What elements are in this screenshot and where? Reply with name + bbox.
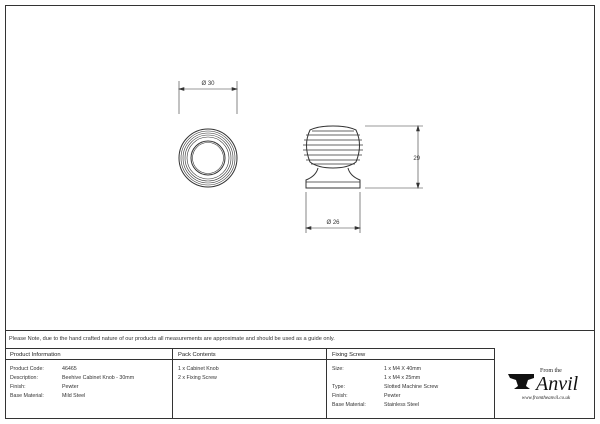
size-value-2: 1 x M4 x 25mm — [384, 375, 421, 381]
spec-table — [5, 348, 495, 419]
finish-label: Finish: — [10, 384, 26, 390]
pack-contents-column — [173, 348, 327, 419]
fixing-screw-column — [327, 348, 495, 419]
type-value: Slotted Machine Screw — [384, 384, 439, 390]
divider-line — [5, 330, 595, 331]
logo-url: www.fromtheanvil.co.uk — [521, 396, 571, 401]
screw-finish-value: Pewter — [384, 393, 401, 399]
product-info-column — [5, 348, 173, 419]
logo-brand: Anvil — [536, 373, 579, 395]
pack-item: 1 x Cabinet Knob — [178, 366, 219, 372]
anvil-logo — [500, 355, 592, 415]
anvil-icon — [508, 374, 534, 389]
dim-width-label: Ø 30 — [201, 81, 215, 87]
dimension-base-width — [306, 192, 360, 233]
logo-small-text: From the — [540, 368, 562, 374]
product-code-value: 46465 — [62, 366, 77, 372]
pack-contents-header: Pack Contents — [173, 348, 326, 360]
type-label: Type: — [332, 384, 345, 390]
finish-value: Pewter — [62, 384, 79, 390]
screw-material-label: Base Material: — [332, 402, 366, 408]
description-label: Description: — [10, 375, 38, 381]
description-value: Beehive Cabinet Knob - 30mm — [62, 375, 135, 381]
fixing-screw-header: Fixing Screw — [327, 348, 494, 360]
product-info-header: Product Information — [5, 348, 172, 360]
base-material-value: Mild Steel — [62, 393, 86, 399]
base-material-label: Base Material: — [10, 393, 44, 399]
screw-finish-label: Finish: — [332, 393, 348, 399]
pack-item: 2 x Fixing Screw — [178, 375, 217, 381]
dim-base-label: Ø 26 — [326, 220, 340, 226]
product-code-label: Product Code: — [10, 366, 44, 372]
knob-front-view — [179, 129, 237, 187]
screw-material-value: Stainless Steel — [384, 402, 420, 408]
measurement-note: Please Note, due to the hand crafted nature of our products all measurements are approximate and should be used as a guide only. — [9, 336, 335, 342]
dim-height-label: 29 — [413, 156, 420, 162]
size-label: Size: — [332, 366, 344, 372]
size-value: 1 x M4 X 40mm — [384, 366, 422, 372]
knob-side-view — [303, 126, 363, 188]
